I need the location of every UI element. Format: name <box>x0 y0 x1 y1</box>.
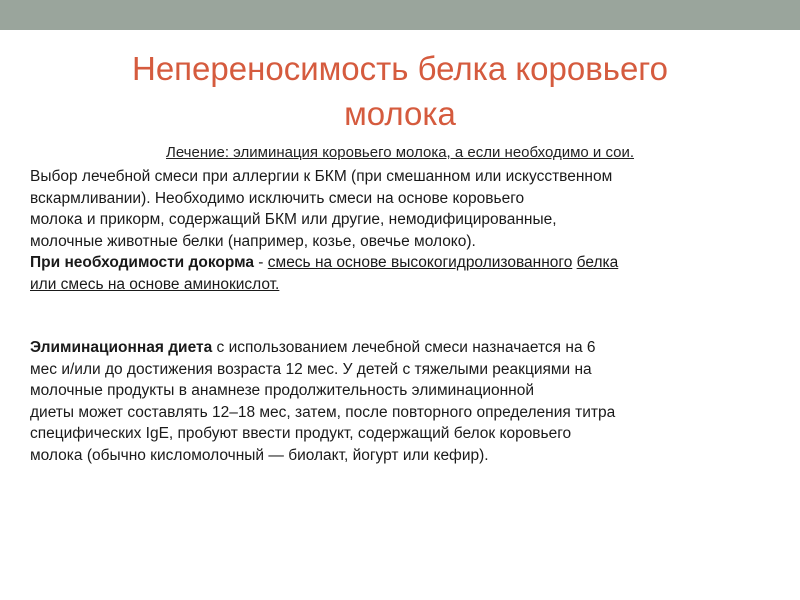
slide-body <box>30 166 795 466</box>
p2-link-aminoacids: или смесь на основе аминокислот. <box>30 275 280 293</box>
p1-line3: молока и прикорм, содержащий БКМ или другие, немодифицированные, <box>30 211 557 228</box>
slide-title-line1: Непереносимость белка коровьего <box>132 50 668 87</box>
p2-separator: - <box>254 254 268 271</box>
p3-line2: мес и/или до достижения возраста 12 мес. У детей с тяжелыми реакциями на <box>30 360 592 378</box>
p1-line4: молочные животные белки (например, козье, овечье молоко). <box>30 232 476 250</box>
p3-line6: молока (обычно кисломолочный — биолакт, йогурт или кефир). <box>30 446 489 464</box>
paragraph-formula-choice <box>30 166 795 252</box>
p1-line1: Выбор лечебной смеси при аллергии к БКМ (при смешанном или искусственном <box>30 168 613 185</box>
p3-line3: молочные продукты в анамнезе продолжительность элиминационной <box>30 382 534 399</box>
top-accent-band <box>0 0 800 30</box>
p3-line5: специфических IgE, пробуют ввести продукт, содержащий белок коровьего <box>30 425 572 442</box>
paragraph-elimination-diet <box>30 337 795 466</box>
p3-line1-rest: с использованием лечебной смеси назначается на 6 <box>212 339 596 356</box>
p3-line4: диеты может составлять 12–18 мес, затем, после повторного определения титра <box>30 403 616 421</box>
p3-bold-lead: Элиминационная диета <box>30 339 213 356</box>
p2-link-hydrolyzed: смесь на основе высокогидролизованного <box>267 254 573 271</box>
slide-title-line2: молока <box>344 95 456 132</box>
paragraph-supplementary-feeding <box>30 252 795 295</box>
slide-subtitle: Лечение: элиминация коровьего молока, а если необходимо и сои. <box>165 144 635 161</box>
p1-line2: вскармливании). Необходимо исключить смеси на основе коровьего <box>30 189 525 207</box>
p2-bold-lead: При необходимости докорма <box>30 254 254 271</box>
p2-link-protein: белка <box>576 254 619 271</box>
paragraph-gap <box>30 295 795 337</box>
slide-title <box>40 46 760 136</box>
